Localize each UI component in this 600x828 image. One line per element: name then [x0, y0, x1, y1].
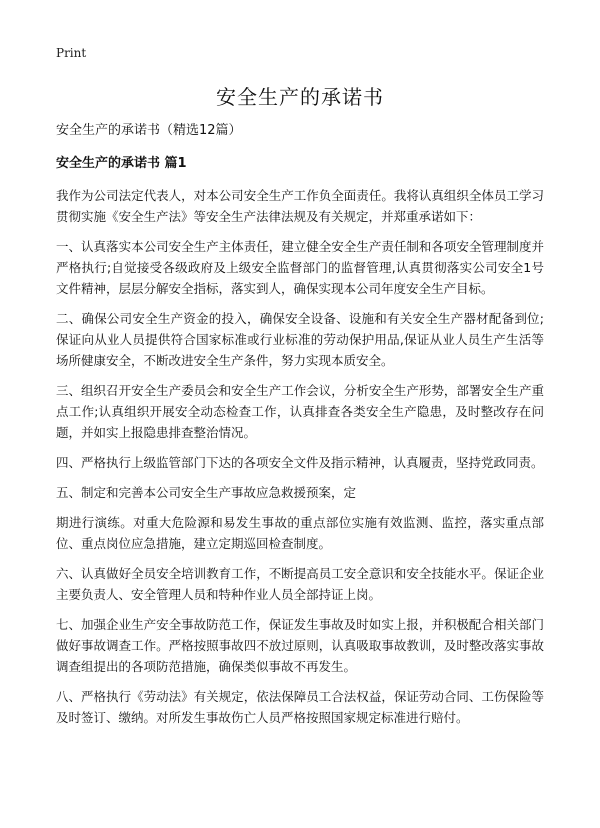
paragraph-item-5: 五、制定和完善本公司安全生产事故应急救援预案，定: [56, 485, 357, 500]
print-link[interactable]: Print: [56, 46, 87, 60]
paragraph-item-1: 一、认真落实本公司安全生产主体责任，建立健全安全生产责任制和各项安全管理制度并严格执行;自觉接受各级政府及上级安全监督部门的监督管理,认真贯彻落实公司安全1号文件精神，层层分解安全指标，落实到人，确保实现本公司年度安全生产目标。: [56, 239, 544, 296]
document-title: 安全生产的承诺书: [216, 85, 384, 109]
paragraph-item-3: 三、组织召开安全生产委员会和安全生产工作会议，分析安全生产形势，部署安全生产重点工作;认真组织开展安全动态检查工作，认真排查各类安全生产隐患，及时整改存在问题，并如实上报隐患排查整治情况。: [56, 383, 544, 440]
paragraph-item-4: 四、严格执行上级监管部门下达的各项安全文件及指示精神，认真履责，坚持党政同责。: [56, 455, 544, 470]
paragraph-intro: 我作为公司法定代表人，对本公司安全生产工作负全面责任。我将认真组织全体员工学习贯彻实施《安全生产法》等安全生产法律法规及有关规定，并郑重承诺如下：: [56, 188, 544, 224]
document-subtitle: 安全生产的承诺书（精选12篇）: [56, 123, 242, 138]
paragraph-item-6: 六、认真做好全员安全培训教育工作，不断提高员工安全意识和安全技能水平。保证企业主要负责人、安全管理人员和特种作业人员全部持证上岗。: [56, 566, 544, 602]
paragraph-item-7: 七、加强企业生产安全事故防范工作，保证发生事故及时如实上报，并积极配合相关部门做好事故调查工作。严格按照事故四不放过原则，认真吸取事故教训，及时整改落实事故调查组提出的各项防范措施，确保类似事故不再发生。: [56, 617, 544, 674]
section-heading: 安全生产的承诺书 篇1: [56, 156, 187, 171]
paragraph-item-5-continued: 期进行演练。对重大危险源和易发生事故的重点部位实施有效监测、监控，落实重点部位、重点岗位应急措施，建立定期巡回检查制度。: [56, 515, 544, 551]
paragraph-item-2: 二、确保公司安全生产资金的投入，确保安全设备、设施和有关安全生产器材配备到位;保证向从业人员提供符合国家标准或行业标准的劳动保护用品,保证从业人员生产生活等场所健康安全，不断改进安全生产条件，努力实现本质安全。: [56, 311, 544, 368]
paragraph-item-8: 八、严格执行《劳动法》有关规定，依法保障员工合法权益，保证劳动合同、工伤保险等及时签订、缴纳。对所发生事故伤亡人员严格按照国家规定标准进行赔付。: [56, 689, 544, 725]
